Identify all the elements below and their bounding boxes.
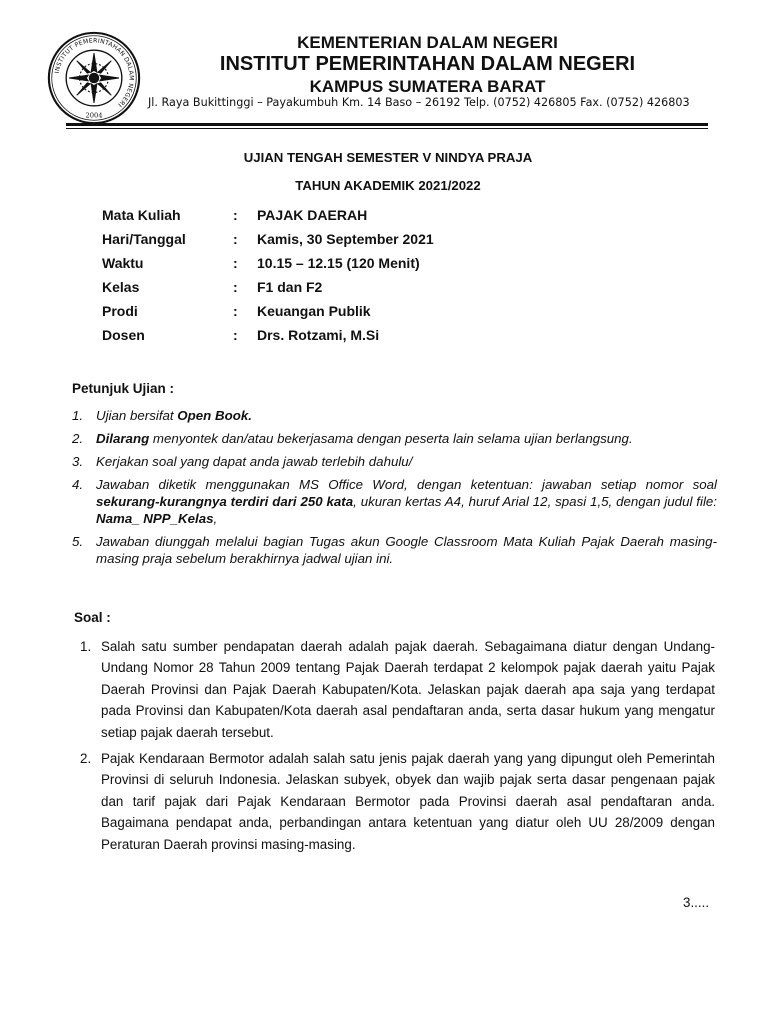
institute-name: INSTITUT PEMERINTAHAN DALAM NEGERI [219,53,636,75]
question-item [80,636,715,743]
next-page-marker: 3..... [683,895,710,910]
info-separator: : [233,303,238,319]
info-row [102,231,602,255]
info-label: Kelas [102,279,140,295]
info-row [102,207,602,231]
info-separator: : [233,231,238,247]
item-text: , ukuran kertas A4, huruf Arial 12, spasi 1,5, dengan judul file: [353,494,717,509]
letterhead-rule-thick [66,123,708,126]
item-number: 5. [72,534,84,549]
info-separator: : [233,279,238,295]
question-item [80,748,715,855]
list-item [72,453,717,470]
question-number: 2. [80,751,92,767]
item-text: , [213,511,218,526]
item-text: Ujian bersifat [96,408,178,423]
info-value: Keuangan Publik [257,303,371,319]
item-number: 4. [72,477,84,492]
ministry-name: KEMENTERIAN DALAM NEGERI [297,33,558,52]
info-row [102,279,602,303]
instructions-heading: Petunjuk Ujian : [72,381,175,396]
info-row [102,303,602,327]
item-text: Jawaban diunggah melalui bagian Tugas akun Google Classroom Mata Kuliah Pajak Daerah masing-masing praja sebelum berakhirnya jadwal ujian ini. [96,534,717,566]
instructions-list [72,407,717,573]
info-label: Waktu [102,255,144,271]
info-value: F1 dan F2 [257,279,323,295]
info-row [102,327,602,351]
info-label: Hari/Tanggal [102,231,186,247]
item-text-bold: Nama_ NPP_Kelas [96,511,214,526]
question-number: 1. [80,639,92,654]
info-row [102,255,602,279]
list-item [72,407,717,424]
item-text-bold: Open Book. [177,408,252,423]
questions-heading: Soal : [74,610,111,625]
info-separator: : [233,207,238,223]
svg-text:2004: 2004 [85,111,103,120]
list-item [72,476,717,527]
academic-year: TAHUN AKADEMIK 2021/2022 [295,178,481,193]
question-text: Pajak Kendaraan Bermotor adalah salah satu jenis pajak daerah yang yang dipungut oleh Pemerintah Provinsi di seluruh Indonesia. Jelaskan subyek, obyek dan wajib pajak serta dasar pengenaan pajak dan tarif pajak dari Pajak Kendaraan Bermotor pada Provinsi daerah asal pendaftaran anda. Bagaimana pendapat anda, perbandingan antara ketentuan yang diatur oleh UU 28/2009 dengan Peraturan Daerah provinsi masing-masing. [101,751,715,852]
item-number: 1. [72,408,84,423]
list-item [72,430,717,447]
item-text-bold: Dilarang [96,431,150,446]
question-text: Salah satu sumber pendapatan daerah adalah pajak daerah. Sebagaimana diatur dengan Undang-Undang Nomor 28 Tahun 2009 tentang Pajak Daerah terdapat 2 kelompok pajak daerah yaitu Pajak Daerah Provinsi dan Pajak Daerah Kabupaten/Kota. Jelaskan pajak daerah apa saja yang terdapat pada Provinsi dan Kabupaten/Kota daerah asal pendaftaran anda, serta dasar hukum yang mengatur setiap pajak daerah tersebut. [101,639,715,740]
info-label: Prodi [102,303,138,319]
info-label: Dosen [102,327,145,343]
institute-address: Jl. Raya Bukittinggi – Payakumbuh Km. 14 Baso – 26192 Telp. (0752) 426805 Fax. (0752) 426803 [148,96,690,109]
svg-text:INSTITUT PEMERINTAHAN DALAM NE: INSTITUT PEMERINTAHAN DALAM NEGERI [53,37,135,109]
exam-title: UJIAN TENGAH SEMESTER V NINDYA PRAJA [243,150,533,165]
exam-info-table [102,207,602,351]
letterhead-rule-thin [66,128,708,129]
info-value: Drs. Rotzami, M.Si [257,327,380,343]
info-value: PAJAK DAERAH [257,207,368,223]
info-separator: : [233,327,238,343]
item-number: 2. [72,431,84,446]
info-value: 10.15 – 12.15 (120 Menit) [257,255,420,271]
info-separator: : [233,255,238,271]
item-text: Jawaban diketik menggunakan MS Office Word, dengan ketentuan: jawaban setiap nomor soal [96,477,717,492]
questions-list [80,636,715,860]
info-value: Kamis, 30 September 2021 [257,231,434,247]
list-item [72,533,717,567]
campus-name: KAMPUS SUMATERA BARAT [309,77,546,96]
item-text: menyontek dan/atau bekerjasama dengan peserta lain selama ujian berlangsung. [149,431,633,446]
item-text: Kerjakan soal yang dapat anda jawab terlebih dahulu/ [96,454,413,469]
item-text-bold: sekurang-kurangnya terdiri dari 250 kata [96,494,354,509]
item-number: 3. [72,454,84,469]
info-label: Mata Kuliah [102,207,181,223]
